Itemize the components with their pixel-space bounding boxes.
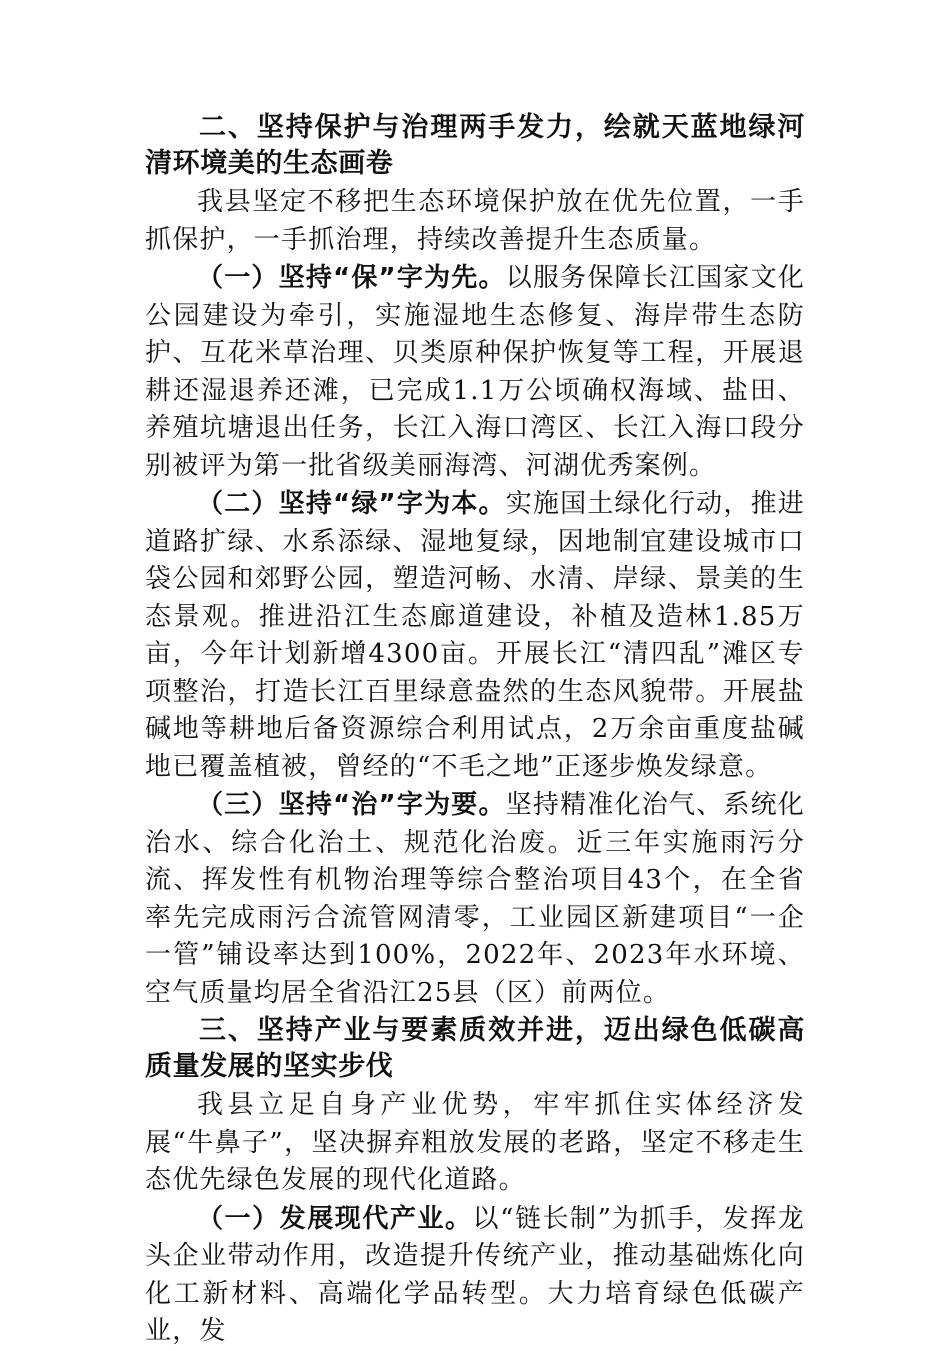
item-lead: （二）坚持“绿”字为本。 (197, 489, 506, 519)
section-3-intro: 我县立足自身产业优势，牢牢抓住实体经济发展“牛鼻子”，坚决摒弃粗放发展的老路，坚定不移走生态优先绿色发展的现代化道路。 (145, 1090, 805, 1195)
section-2-item-3 (145, 787, 805, 1012)
section-2-intro: 我县坚定不移把生态环境保护放在优先位置，一手抓保护，一手抓治理，持续改善提升生态质量。 (145, 187, 805, 255)
section-heading-2: 二、坚持保护与治理两手发力，绘就天蓝地绿河清环境美的生态画卷 (145, 112, 805, 179)
item-body: 以服务保障长江国家文化公园建设为牵引，实施湿地生态修复、海岸带生态防护、互花米草治理、贝类原种保护恢复等工程，开展退耕还湿退养还滩，已完成1.1万公顷确权海域、盐田、养殖坑塘退出任务，长江入海口湾区、长江入海口段分别被评为第一批省级美丽海湾、河湖优秀案例。 (145, 263, 806, 481)
section-2-item-2 (145, 486, 805, 786)
item-body: 以“链长制”为抓手，发挥龙头企业带动作用，改造提升传统产业，推动基础炼化向化工新材料、高端化学品转型。大力培育绿色低碳产业，发 (145, 1203, 805, 1346)
item-body: 坚持精准化治气、系统化治水、综合化治土、规范化治废。近三年实施雨污分流、挥发性有机物治理等综合整治项目43个，在全省率先完成雨污合流管网清零，工业园区新建项目“一企一管”铺设率达到100%，2022年、2023年水环境、空气质量均居全省沿江25县（区）前两位。 (145, 790, 806, 1008)
section-3-item-1 (145, 1201, 805, 1351)
item-body: 实施国土绿化行动，推进道路扩绿、水系添绿、湿地复绿，因地制宜建设城市口袋公园和郊野公园，塑造河畅、水清、岸绿、景美的生态景观。推进沿江生态廊道建设，补植及造林1.85万亩，今年计划新增4300亩。开展长江“清四乱”滩区专项整治，打造长江百里绿意盎然的生态风貌带。开展盐碱地等耕地后备资源综合利用试点，2万余亩重度盐碱地已覆盖植被，曾经的“不毛之地”正逐步焕发绿意。 (145, 489, 806, 782)
section-heading-3: 三、坚持产业与要素质效并进，迈出绿色低碳高质量发展的坚实步伐 (145, 1015, 805, 1082)
item-lead: （一）发展现代产业。 (197, 1203, 473, 1234)
item-lead: （一）坚持“保”字为先。 (197, 263, 506, 293)
section-2-item-1 (145, 260, 805, 485)
item-lead: （三）坚持“治”字为要。 (197, 790, 506, 820)
